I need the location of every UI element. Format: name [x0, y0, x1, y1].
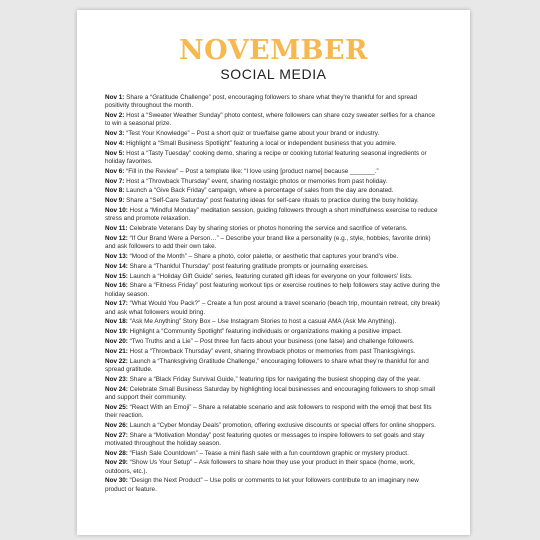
list-item — [105, 130, 441, 138]
entry-day-label: Nov 4: — [105, 139, 125, 147]
list-item — [105, 273, 441, 281]
entry-text: Share a “Gratitude Challenge” post, encouraging followers to share what they’re thankful for and spread positivity throughout the month. — [105, 94, 418, 110]
entry-text: “Fill in the Review” – Post a template like: “I love using [product name] because _______.” — [124, 167, 379, 175]
entry-day-label: Nov 6: — [105, 167, 125, 175]
list-item — [105, 94, 441, 110]
entry-day-label: Nov 2: — [105, 112, 125, 119]
entry-text: Highlight a “Small Business Spotlight” featuring a local or independent business that you admire. — [124, 139, 397, 147]
entry-text: Host a “Sweater Weather Sunday” photo contest, where followers can share cozy sweater selfies for a chance to win a seasonal prize. — [105, 112, 435, 128]
list-item — [105, 328, 441, 336]
entry-text: “Design the Next Product” – Use polls or comments to let your followers contribute to an imaginary new product or feature. — [105, 477, 419, 493]
list-item — [105, 187, 441, 195]
entry-text: “What Would You Pack?” – Create a fun post around a travel scenario (beach trip, mountain retreat, city break) and ask what followers would bring. — [105, 300, 440, 316]
entry-text: Host a “Tasty Tuesday” cooking demo, sharing a recipe or cooking tutorial featuring seasonal ingredients or holiday favorites. — [105, 149, 427, 165]
entry-day-label: Nov 5: — [105, 149, 125, 157]
entry-text: Launch a “Give Back Friday” campaign, where a percentage of sales from the day are donated. — [124, 187, 394, 195]
list-item — [105, 432, 441, 448]
page-title: NOVEMBER — [179, 35, 368, 66]
list-item — [105, 253, 441, 261]
entry-day-label: Nov 3: — [105, 130, 125, 137]
entry-day-label: Nov 30: — [105, 477, 128, 485]
list-item — [105, 235, 441, 251]
entry-text: Share a “Motivation Monday” post featuring quotes or messages to inspire followers to set goals and stay motivated throughout the holiday season. — [105, 431, 425, 447]
list-item — [105, 386, 441, 402]
entry-text: “Test Your Knowledge” – Post a short quiz or true/false game about your brand or industry. — [124, 130, 380, 137]
entry-text: “React With an Emoji” – Share a relatable scenario and ask followers to respond with the emoji that best fits their reaction. — [105, 403, 432, 419]
list-item — [105, 404, 441, 420]
list-item — [105, 112, 441, 128]
list-item — [105, 477, 441, 493]
list-item — [105, 318, 441, 326]
entry-day-label: Nov 19: — [105, 328, 128, 336]
list-item — [105, 300, 441, 316]
list-item — [105, 168, 441, 176]
entry-text: Launch a “Cyber Monday Deals” promotion, offering exclusive discounts or special offers for online shoppers. — [127, 421, 436, 429]
list-item — [105, 358, 441, 374]
entry-text: Host a “Throwback Thursday” event, sharing nostalgic photos or memories from past holiday. — [124, 177, 388, 185]
list-item — [105, 225, 441, 233]
entry-day-label: Nov 24: — [105, 385, 128, 393]
document-page — [77, 10, 470, 535]
entry-day-label: Nov 9: — [105, 197, 125, 205]
list-item — [105, 282, 441, 298]
entry-day-label: Nov 22: — [105, 357, 128, 365]
entry-day-label: Nov 1: — [105, 94, 125, 101]
entry-day-label: Nov 11: — [105, 225, 128, 233]
list-item — [105, 348, 441, 356]
entry-text: Share a “Self-Care Saturday” post featuring ideas for self-care rituals to practice during the busy holiday. — [124, 197, 419, 205]
entry-day-label: Nov 12: — [105, 234, 128, 242]
entry-text: Celebrate Small Business Saturday by highlighting local businesses and encouraging followers to shop small and support their community. — [105, 385, 436, 401]
entry-day-label: Nov 21: — [105, 347, 128, 355]
list-item — [105, 422, 441, 430]
entry-day-label: Nov 13: — [105, 252, 128, 260]
entry-text: Launch a “Holiday Gift Guide” series, featuring curated gift ideas for everyone on your followers’ lists. — [127, 272, 413, 280]
list-item — [105, 140, 441, 148]
list-item — [105, 459, 441, 475]
entry-text: “Show Us Your Setup” – Ask followers to share how they use your product in their space (home, work, outdoors, etc.). — [105, 459, 415, 475]
entry-day-label: Nov 20: — [105, 338, 128, 346]
entry-day-label: Nov 25: — [105, 403, 128, 411]
list-item — [105, 263, 441, 271]
entry-day-label: Nov 15: — [105, 272, 128, 280]
list-item — [105, 207, 441, 223]
entry-day-label: Nov 8: — [105, 187, 125, 195]
list-item — [105, 450, 441, 458]
list-item — [105, 197, 441, 205]
entry-text: Highlight a “Community Spotlight” featuring individuals or organizations making a positive impact. — [127, 328, 402, 336]
entry-day-label: Nov 18: — [105, 318, 128, 326]
entry-day-label: Nov 7: — [105, 177, 125, 185]
entry-text: Celebrate Veterans Day by sharing stories or photos honoring the service and sacrifice of veterans. — [127, 225, 408, 233]
entry-text: “Flash Sale Countdown” – Tease a mini flash sale with a fun countdown graphic or mystery product. — [127, 449, 409, 457]
entry-text: Host a “Mindful Monday” meditation session, guiding followers through a short mindfulness exercise to reduce stress and promote relaxation. — [105, 207, 438, 223]
entry-day-label: Nov 27: — [105, 431, 128, 439]
list-item — [105, 338, 441, 346]
entry-text: “Mood of the Month” – Share a photo, color palette, or aesthetic that captures your brand’s vibe. — [127, 252, 399, 260]
page-subtitle: SOCIAL MEDIA — [220, 66, 327, 82]
entry-text: “Ask Me Anything” Story Box – Use Instagram Stories to host a casual AMA (Ask Me Anything). — [127, 318, 397, 326]
entry-day-label: Nov 28: — [105, 449, 128, 457]
list-item — [105, 150, 441, 166]
entry-text: Launch a “Thanksgiving Gratitude Challenge,” encouraging followers to share what they’re thankful for and spread gratitude. — [105, 357, 429, 373]
entry-text: Host a “Throwback Thursday” event, sharing throwback photos or memories from past Thanksgivings. — [127, 347, 416, 355]
entry-text: Share a “Thankful Thursday” post featuring gratitude prompts or journaling exercises. — [127, 262, 369, 270]
entry-text: Share a “Fitness Friday” post featuring workout tips or exercise routines to help followers stay active during the holiday season. — [105, 282, 440, 298]
entry-day-label: Nov 23: — [105, 375, 128, 383]
list-item — [105, 376, 441, 384]
daily-prompt-list — [105, 94, 441, 494]
entry-day-label: Nov 14: — [105, 262, 128, 270]
entry-day-label: Nov 17: — [105, 300, 128, 308]
entry-day-label: Nov 16: — [105, 282, 128, 290]
entry-day-label: Nov 26: — [105, 421, 128, 429]
entry-day-label: Nov 10: — [105, 207, 128, 215]
entry-text: “If Our Brand Were a Person…” – Describe your brand like a personality (e.g., style, hobbies, favorite drink) and ask followers to add their own take. — [105, 234, 431, 251]
entry-text: Share a “Black Friday Survival Guide,” featuring tips for navigating the busiest shopping day of the year. — [127, 375, 421, 383]
entry-day-label: Nov 29: — [105, 459, 128, 467]
list-item — [105, 178, 441, 186]
entry-text: “Two Truths and a Lie” – Post three fun facts about your business (one false) and challenge followers. — [127, 338, 415, 346]
